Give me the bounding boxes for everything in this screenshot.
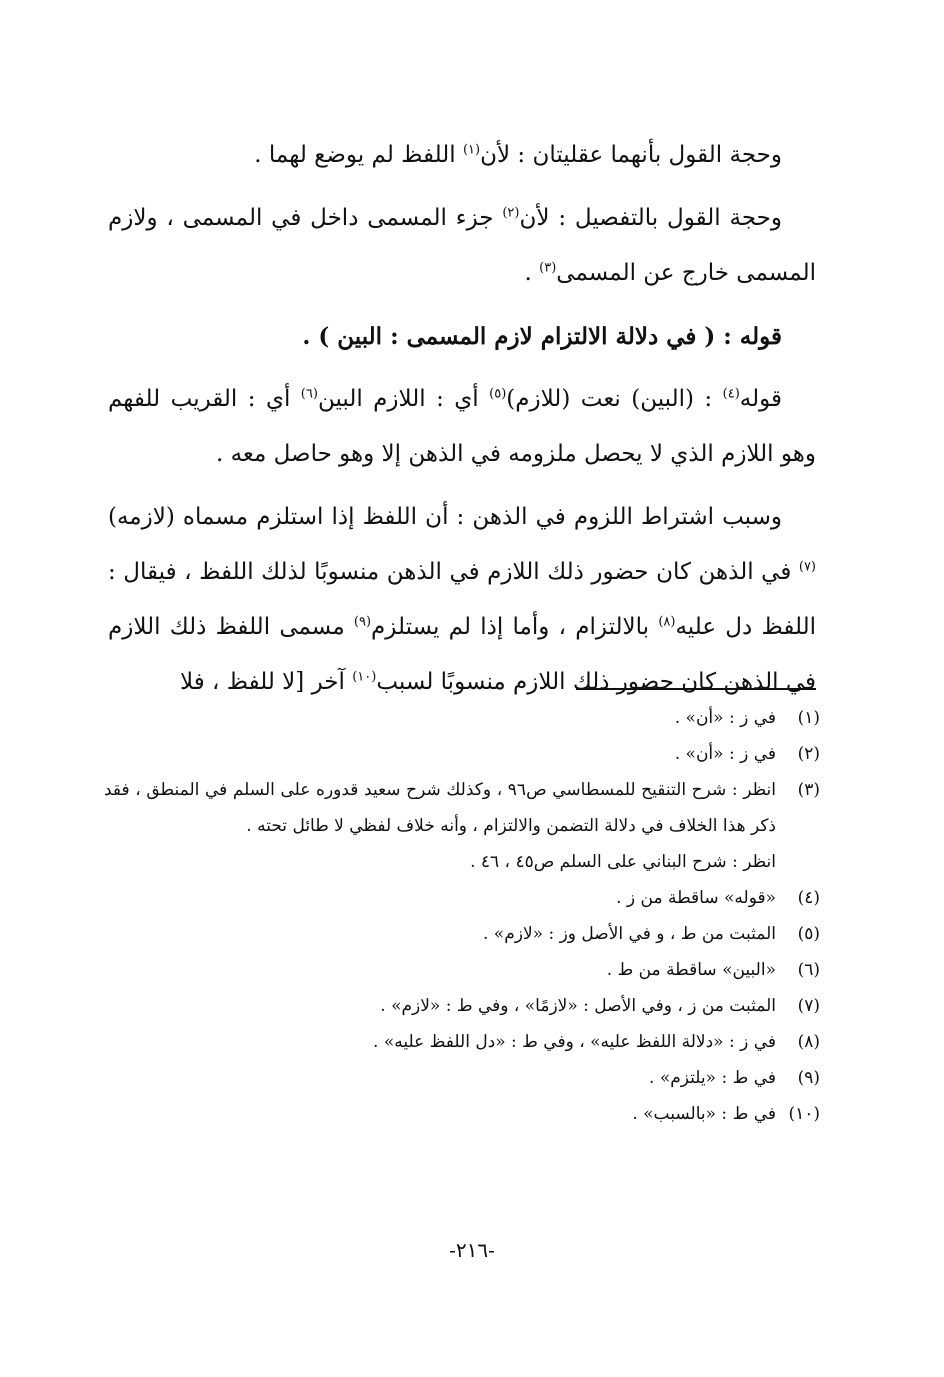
- footnote-ref: (٦): [300, 386, 318, 402]
- text-run: بالالتزام ، وأما إذا لم يستلزم: [371, 614, 659, 640]
- footnote-item: [104, 1096, 820, 1132]
- footnote-text: في ط : «يلتزم» .: [649, 1068, 776, 1088]
- footnote-text: في ز : «دلالة اللفظ عليه» ، وفي ط : «دل اللفظ عليه» .: [373, 1032, 776, 1052]
- footnote-continuation: [104, 844, 820, 880]
- heading-text: قوله : ( في دلالة الالتزام لازم المسمى : البين ) .: [302, 323, 782, 350]
- footnote-item: [104, 988, 820, 1024]
- footnote-item: [104, 700, 820, 736]
- footnote-number: (١٠): [788, 1104, 820, 1124]
- footnote-ref: (١): [462, 142, 481, 158]
- footnote-item: [104, 916, 820, 952]
- footnote-number: (٨): [797, 1032, 820, 1052]
- footnote-item: [104, 736, 820, 772]
- footnote-item: [104, 772, 820, 844]
- footnote-ref: (٨): [658, 614, 676, 630]
- footnote-number: (١): [797, 708, 820, 728]
- paragraph-2: [108, 191, 816, 301]
- footnote-number: (٦): [797, 960, 820, 980]
- text-run: اللفظ لم يوضع لهما .: [254, 142, 463, 168]
- footnote-number: (٧): [797, 996, 820, 1016]
- footnote-number: (٤): [797, 888, 820, 908]
- footnote-text: في ز : «أن» .: [674, 744, 776, 764]
- text-run: .: [524, 260, 540, 286]
- footnote-ref: (٣): [539, 260, 557, 276]
- text-run: وسبب اشتراط اللزوم في الذهن : أن اللفظ إذا استلزم مسماه (لازمه): [108, 504, 782, 530]
- footnote-number: (٢): [797, 744, 820, 764]
- footnote-text: في ز : «أن» .: [674, 708, 776, 728]
- text-run: أي : اللازم البين: [317, 386, 490, 412]
- text-run: وحجة القول بأنهما عقليتان : لأن: [480, 142, 782, 168]
- text-run: : (البين) نعت (للازم): [506, 386, 723, 412]
- footnote-text: «البين» ساقطة من ط .: [606, 960, 776, 980]
- footnote-text: «قوله» ساقطة من ز .: [616, 888, 776, 908]
- paragraph-3: [108, 372, 816, 482]
- section-heading: [108, 309, 816, 364]
- footnote-ref: (٥): [489, 386, 507, 402]
- footnote-item: [104, 1060, 820, 1096]
- paragraph-4: [108, 490, 816, 710]
- page-number: -٢١٦-: [449, 1238, 495, 1262]
- text-run: مسمى اللفظ ذلك اللازم في الذهن كان حضور ذلك اللازم منسوبًا لسبب: [108, 614, 816, 695]
- text-run: في الذهن كان حضور ذلك اللازم في الذهن منسوبًا لذلك اللفظ ، فيقال : اللفظ دل عليه: [108, 559, 816, 640]
- text-run: آخر [لا للفظ ، فلا: [180, 669, 353, 695]
- text-run: جزء المسمى داخل في المسمى ، ولازم المسمى خارج عن المسمى: [108, 205, 816, 286]
- text-run: أي : القريب للفهم وهو اللازم الذي لا يحصل ملزومه في الذهن إلا وهو حاصل معه .: [108, 386, 816, 467]
- footnote-text: انظر : شرح التنقيح للمسطاسي ص٩٦ ، وكذلك شرح سعيد قدوره على السلم في المنطق ، فقد ذكر هذا الخلاف في دلالة التضمن والالتزام ، وأنه خلاف لفظي لا طائل تحته .: [104, 780, 776, 836]
- footnote-number: (٩): [797, 1068, 820, 1088]
- text-run: قوله: [739, 386, 782, 412]
- footnote-item: [104, 880, 820, 916]
- footnote-ref: (٤): [722, 386, 740, 402]
- footnote-ref: (٩): [353, 614, 372, 630]
- footnote-text: انظر : شرح البناني على السلم ص٤٥ ، ٤٦ .: [470, 852, 776, 872]
- footnote-text: في ط : «بالسبب» .: [632, 1104, 776, 1124]
- footnote-item: [104, 952, 820, 988]
- footnotes: [104, 700, 820, 1132]
- footnote-number: (٥): [797, 924, 820, 944]
- footnote-text: المثبت من ز ، وفي الأصل : «لازمًا» ، وفي ط : «لازم» .: [380, 996, 776, 1016]
- footnote-ref: (١٠): [352, 669, 377, 685]
- footnote-ref: (٧): [798, 559, 816, 575]
- main-text: [108, 128, 816, 718]
- paragraph-1: [108, 128, 816, 183]
- footnote-divider: [576, 688, 816, 690]
- text-run: وحجة القول بالتفصيل : لأن: [519, 205, 782, 231]
- footnote-ref: (٢): [502, 205, 520, 221]
- footnote-text: المثبت من ط ، و في الأصل وز : «لازم» .: [483, 924, 776, 944]
- footnote-item: [104, 1024, 820, 1060]
- footnote-number: (٣): [797, 780, 820, 800]
